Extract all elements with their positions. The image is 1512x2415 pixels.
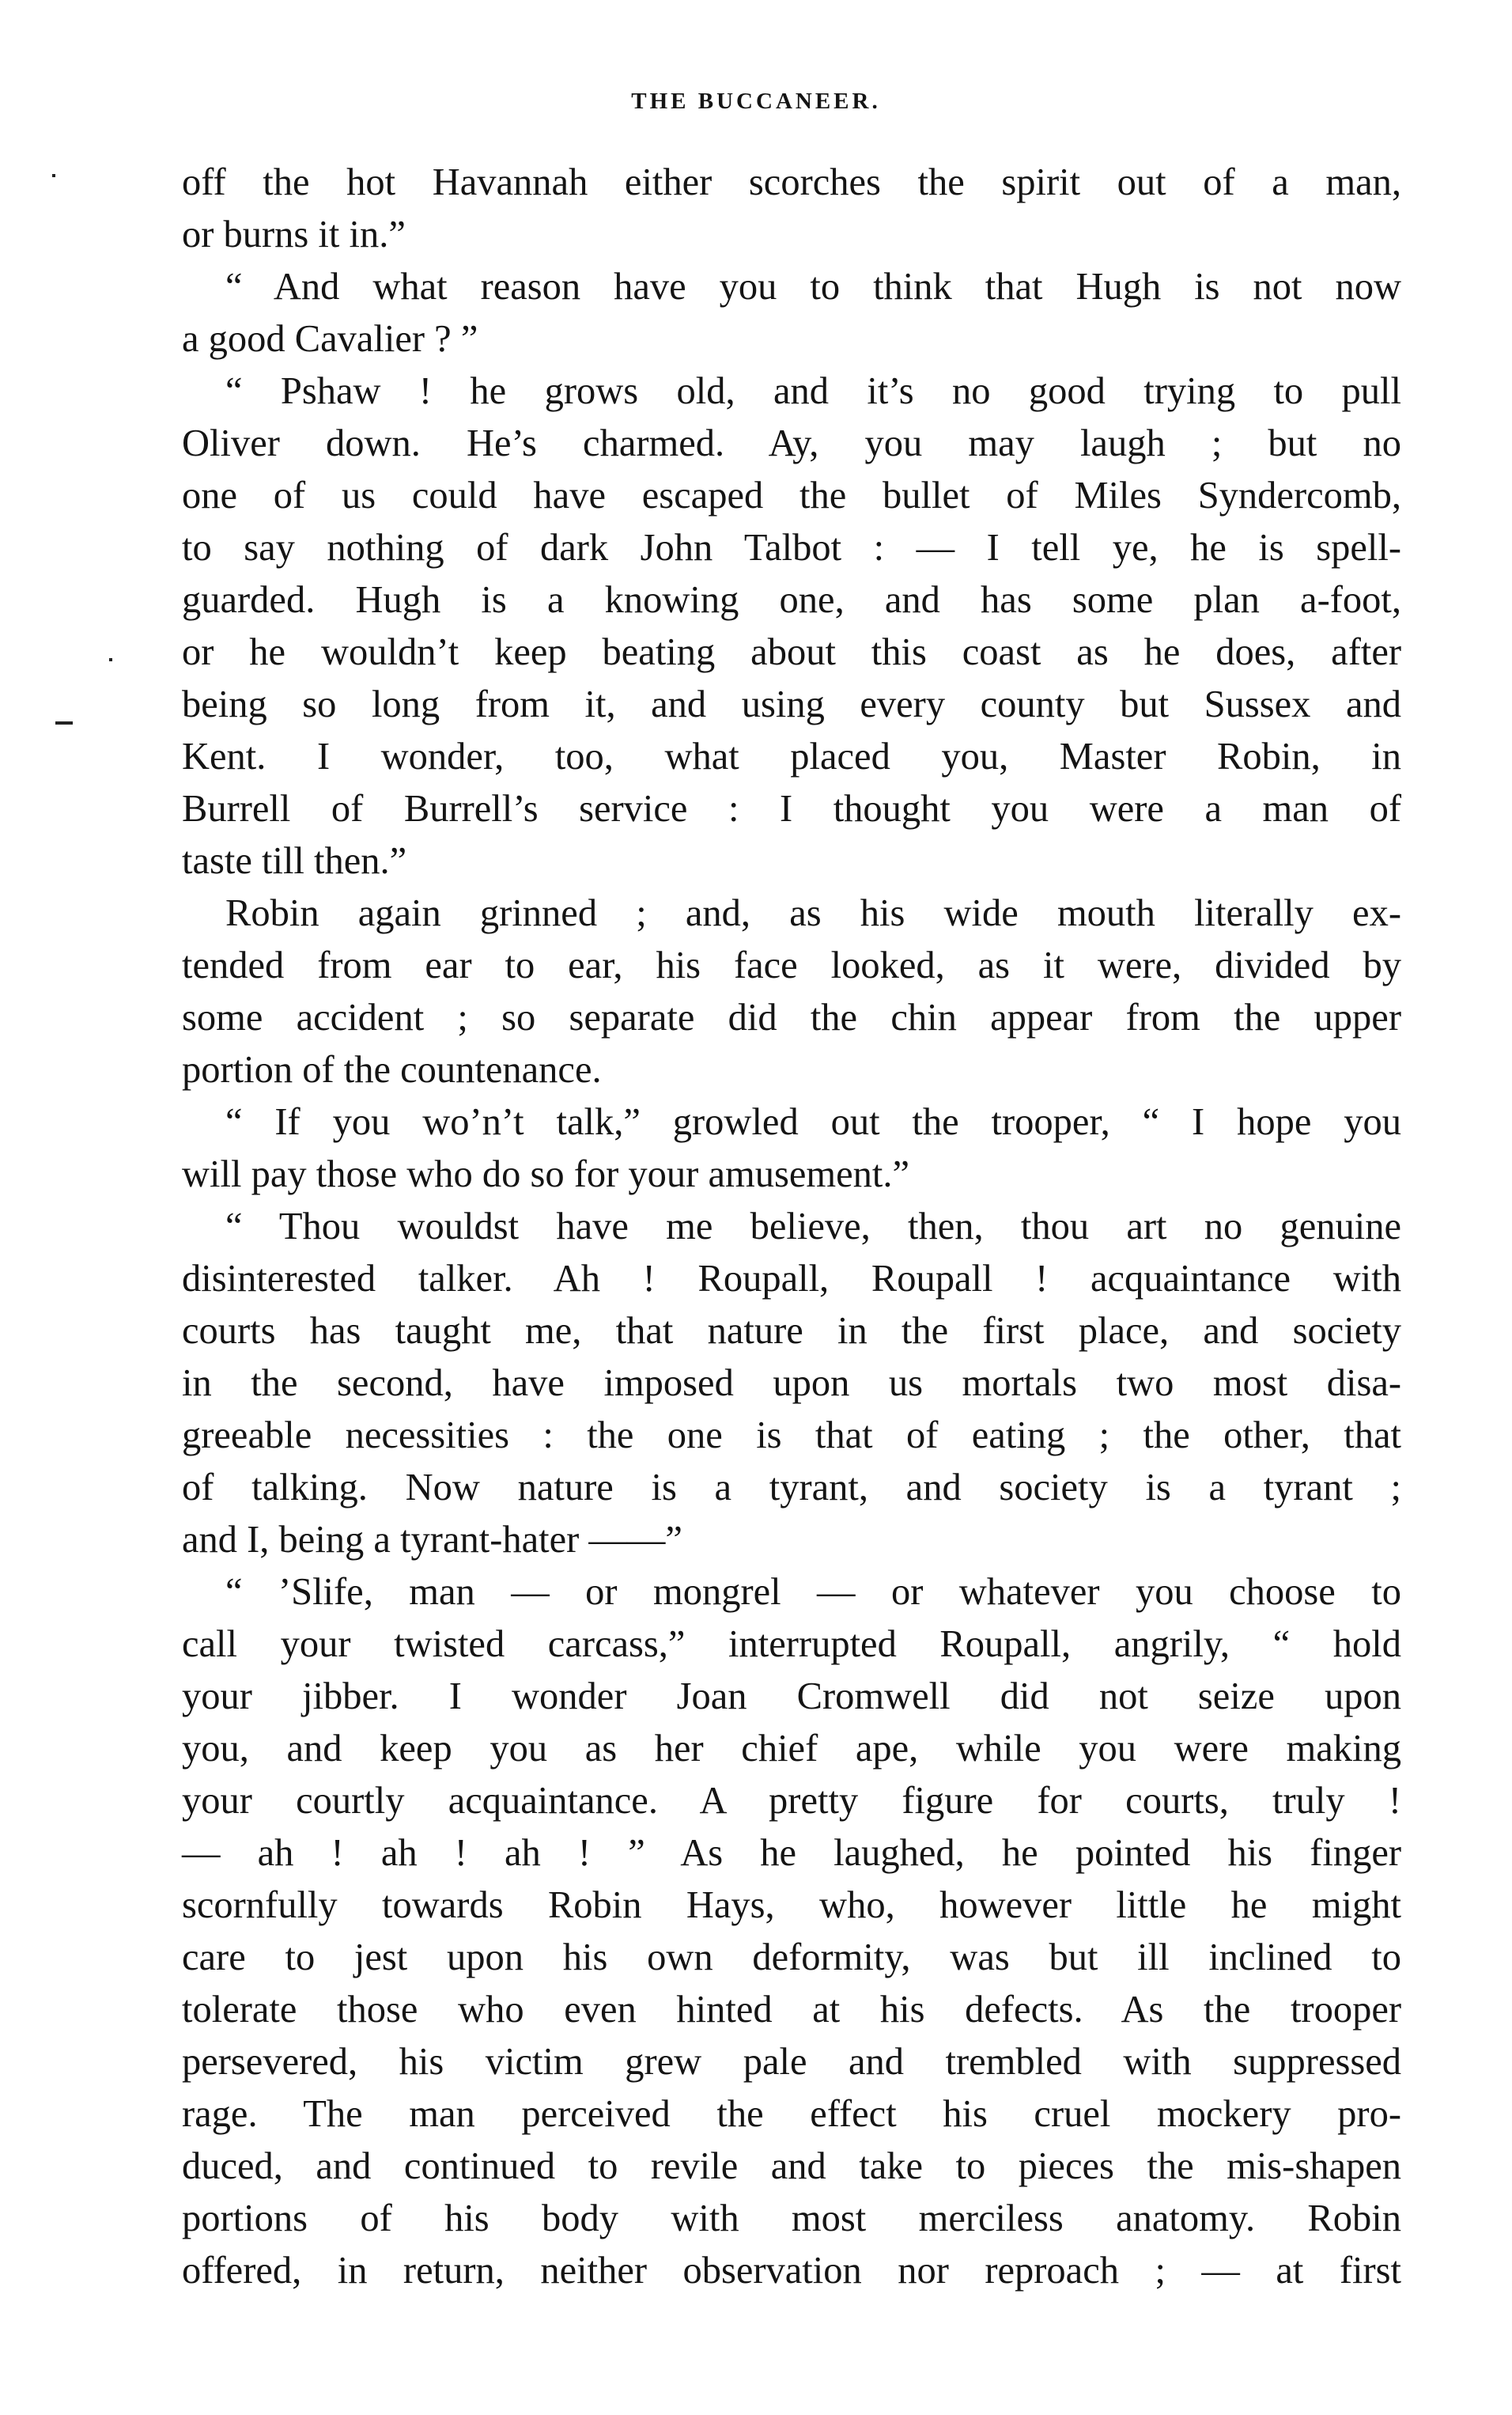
text-line: disinterested talker. Ah ! Roupall, Roupall ! acquaintance with: [182, 1258, 1401, 1300]
text-line: courts has taught me, that nature in the first place, and society: [182, 1310, 1401, 1352]
text-line: or burns it in.”: [182, 214, 406, 256]
text-line: Robin again grinned ; and, as his wide mouth literally ex-: [225, 892, 1401, 934]
text-line: call your twisted carcass,” interrupted Roupall, angrily, “ hold: [182, 1623, 1401, 1665]
text-line: or he wouldn’t keep beating about this coast as he does, after: [182, 631, 1401, 673]
text-line: and I, being a tyrant-hater ——”: [182, 1519, 682, 1561]
text-line: some accident ; so separate did the chin appear from the upper: [182, 997, 1401, 1039]
body-text: [182, 157, 1401, 2297]
text-line: will pay those who do so for your amusement.”: [182, 1153, 909, 1195]
text-line: portions of his body with most merciless anatomy. Robin: [182, 2197, 1401, 2239]
text-line: tolerate those who even hinted at his defects. As the trooper: [182, 1989, 1401, 2031]
text-line: of talking. Now nature is a tyrant, and society is a tyrant ;: [182, 1467, 1401, 1508]
text-line: Oliver down. He’s charmed. Ay, you may laugh ; but no: [182, 422, 1401, 464]
text-line: in the second, have imposed upon us mortals two most disa-: [182, 1362, 1401, 1404]
text-line: you, and keep you as her chief ape, while you were making: [182, 1728, 1401, 1770]
text-line: duced, and continued to revile and take to pieces the mis-shapen: [182, 2145, 1401, 2187]
text-line: scornfully towards Robin Hays, who, however little he might: [182, 1884, 1401, 1926]
scan-speck: [52, 174, 55, 177]
binding-shadow-bottom: [0, 609, 55, 925]
text-line: “ ’Slife, man — or mongrel — or whatever you choose to: [225, 1571, 1401, 1613]
text-line: guarded. Hugh is a knowing one, and has some plan a-foot,: [182, 579, 1401, 621]
scan-speck: [109, 658, 112, 661]
text-line: portion of the countenance.: [182, 1049, 602, 1091]
text-line: off the hot Havannah either scorches the spirit out of a man,: [182, 161, 1401, 203]
binding-shadow-top: [0, 111, 55, 316]
text-line: “ And what reason have you to think that Hugh is not now: [225, 266, 1401, 308]
text-line: taste till then.”: [182, 840, 407, 882]
text-line: one of us could have escaped the bullet of Miles Syndercomb,: [182, 475, 1401, 517]
text-line: “ If you wo’n’t talk,” growled out the trooper, “ I hope you: [225, 1101, 1401, 1143]
text-line: your jibber. I wonder Joan Cromwell did not seize upon: [182, 1675, 1401, 1717]
text-line: a good Cavalier ? ”: [182, 318, 478, 360]
text-line: — ah ! ah ! ah ! ” As he laughed, he pointed his finger: [182, 1832, 1401, 1874]
text-line: Kent. I wonder, too, what placed you, Master Robin, in: [182, 736, 1401, 778]
text-line: “ Thou wouldst have me believe, then, thou art no genuine: [225, 1206, 1401, 1247]
scan-dash: [55, 721, 73, 725]
text-line: being so long from it, and using every county but Sussex and: [182, 683, 1401, 725]
text-line: persevered, his victim grew pale and trembled with suppressed: [182, 2041, 1401, 2083]
text-line: rage. The man perceived the effect his cruel mockery pro-: [182, 2093, 1401, 2135]
text-line: to say nothing of dark John Talbot : — I tell ye, he is spell-: [182, 527, 1401, 569]
running-title: THE BUCCANEER.: [631, 89, 881, 114]
text-line: tended from ear to ear, his face looked, as it were, divided by: [182, 944, 1401, 986]
text-line: your courtly acquaintance. A pretty figure for courts, truly !: [182, 1780, 1401, 1822]
text-line: Burrell of Burrell’s service : I thought you were a man of: [182, 788, 1401, 830]
text-line: care to jest upon his own deformity, was but ill inclined to: [182, 1936, 1401, 1978]
text-line: offered, in return, neither observation nor reproach ; — at first: [182, 2250, 1401, 2292]
text-line: greeable necessities : the one is that of eating ; the other, that: [182, 1414, 1401, 1456]
text-line: “ Pshaw ! he grows old, and it’s no good trying to pull: [225, 370, 1401, 412]
